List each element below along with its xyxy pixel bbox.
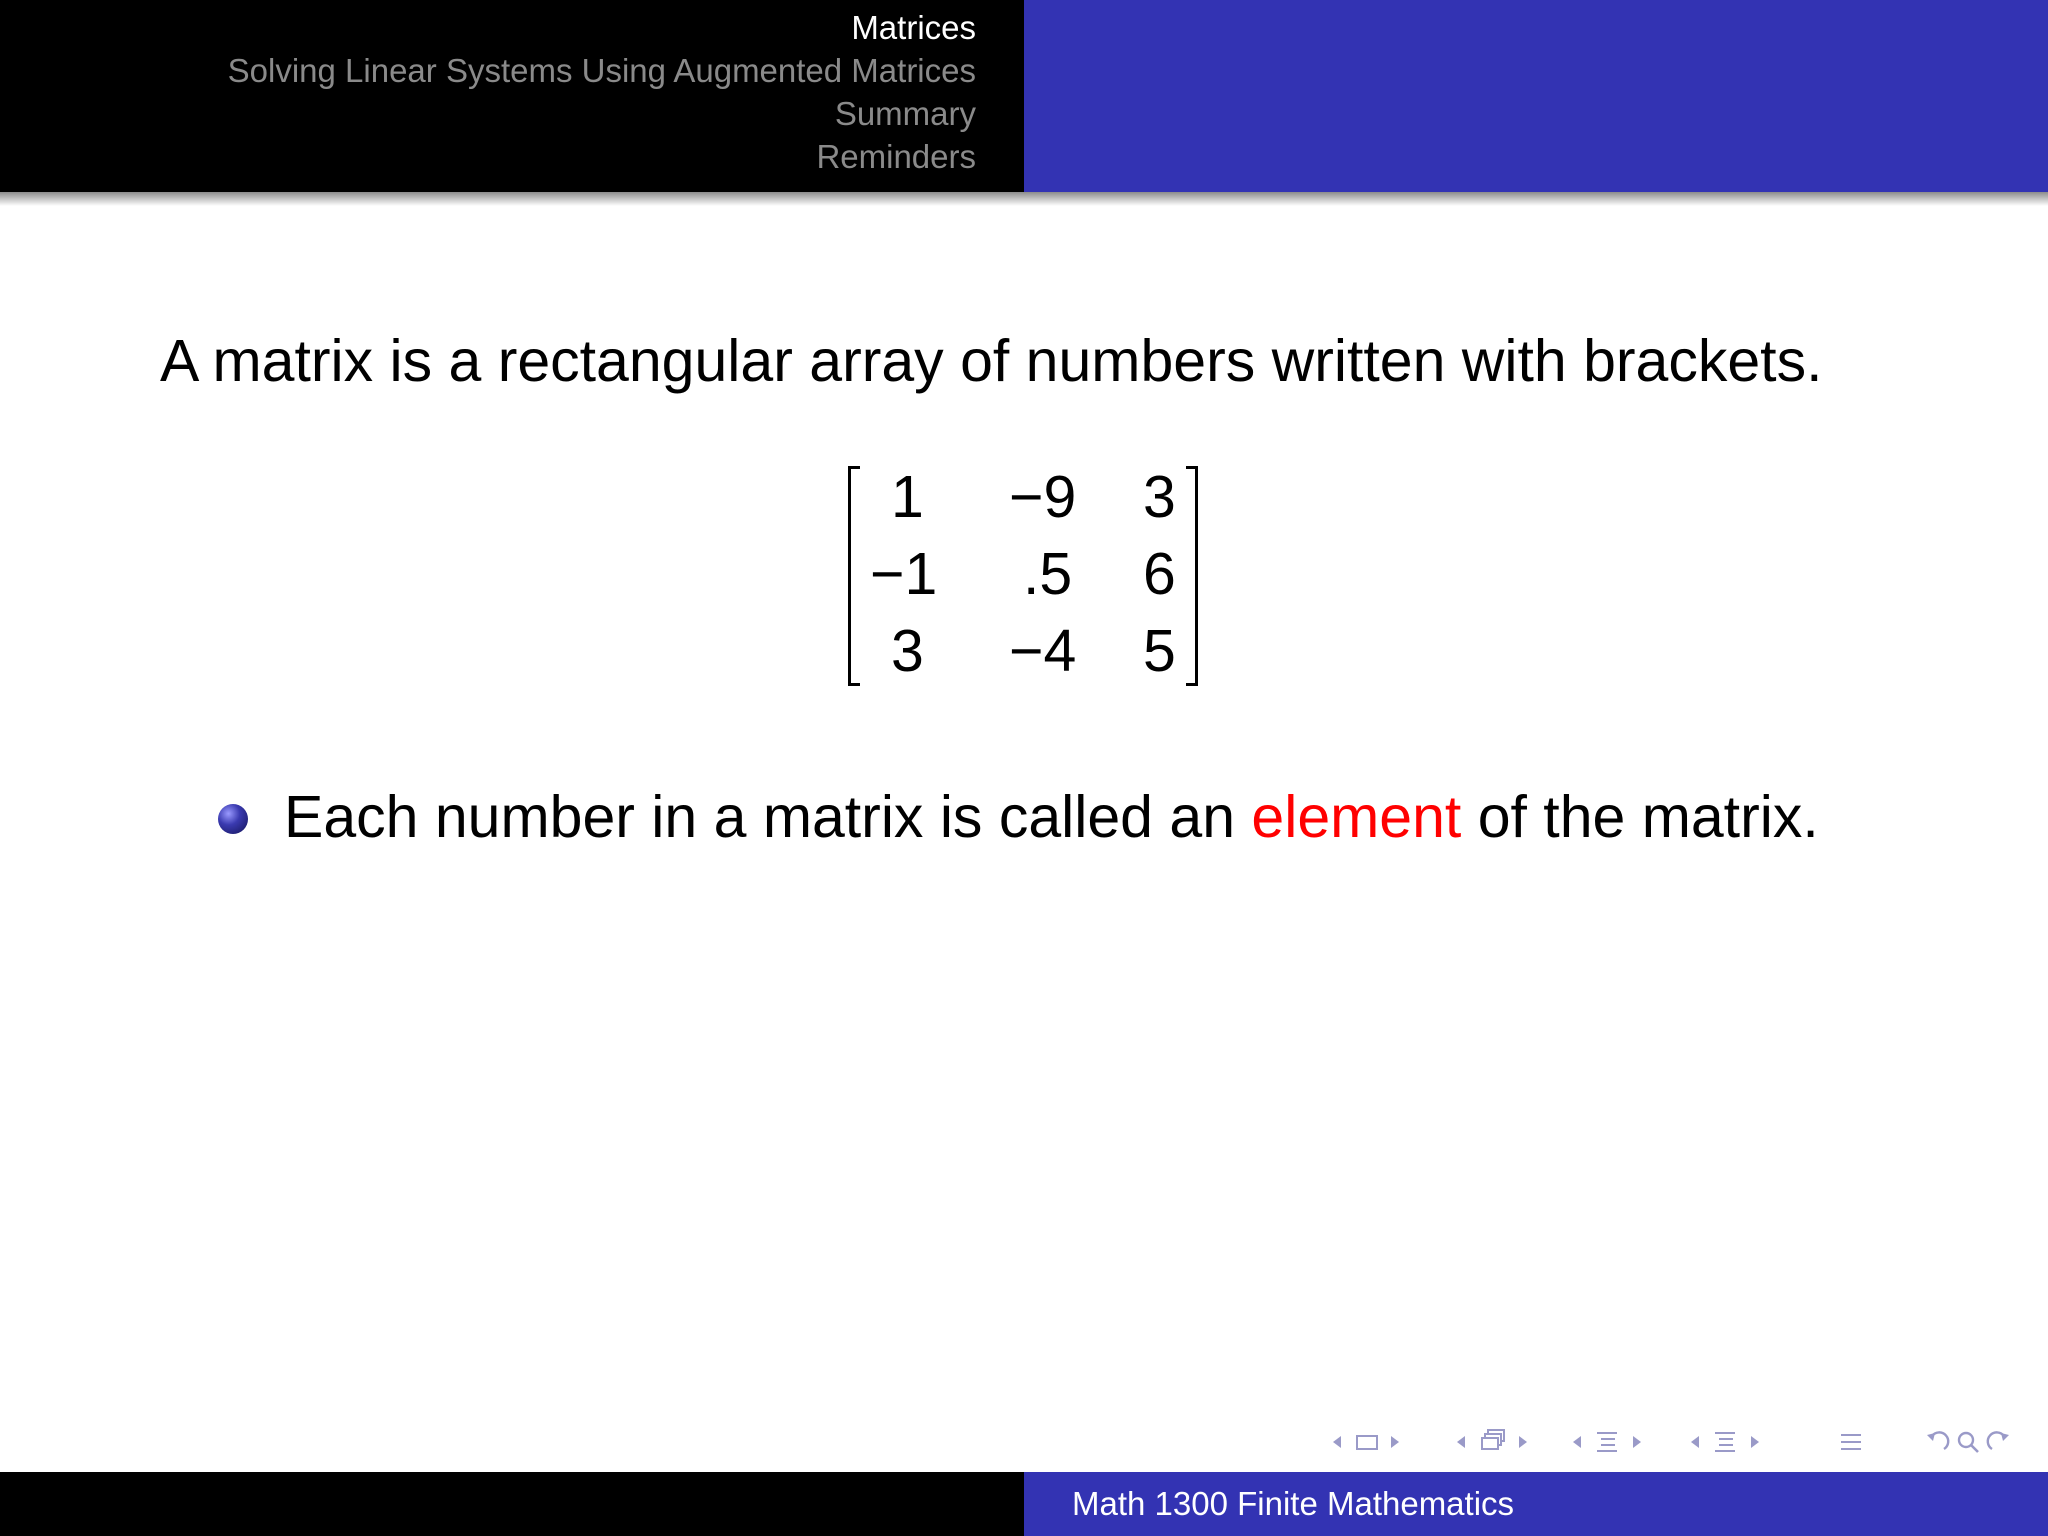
nav-section-reminders[interactable]: Reminders: [816, 138, 976, 175]
matrix-cell-r2c2: .5: [1023, 541, 1073, 607]
navigation-controls: [1330, 1424, 2030, 1460]
matrix-cell-r3c2: −4: [1009, 618, 1077, 684]
matrix-cell-r3c1: 3: [891, 618, 924, 684]
right-bracket: [1186, 466, 1198, 686]
frame-icon[interactable]: [1354, 1424, 1380, 1460]
prev-section-arrow-icon[interactable]: [1570, 1424, 1584, 1460]
nav-section-solving-linear-systems[interactable]: Solving Linear Systems Using Augmented Matrices: [227, 52, 976, 89]
matrix-cell-r1c1: 1: [891, 464, 924, 530]
toc-icon[interactable]: [1712, 1424, 1738, 1460]
header-shadow: [0, 192, 2048, 206]
forward-icon[interactable]: [1984, 1424, 2012, 1460]
nav-section-matrices[interactable]: Matrices: [851, 9, 976, 46]
example-matrix: [843, 462, 1203, 690]
next-section-arrow-icon[interactable]: [1630, 1424, 1644, 1460]
matrix-cell-r3c3: 5: [1143, 618, 1176, 684]
align-icon[interactable]: [1838, 1424, 1864, 1460]
next-toc-arrow-icon[interactable]: [1748, 1424, 1762, 1460]
prev-subsection-arrow-icon[interactable]: [1454, 1424, 1468, 1460]
header-color-band: [1024, 0, 2048, 192]
header-bar: [0, 0, 2048, 192]
bullet-item: [218, 778, 1819, 856]
next-frame-arrow-icon[interactable]: [1388, 1424, 1402, 1460]
subsection-icon[interactable]: [1478, 1424, 1508, 1460]
bullet-text: [284, 778, 1819, 856]
matrix-cell-r2c1: −1: [870, 541, 938, 607]
back-icon[interactable]: [1924, 1424, 1952, 1460]
bullet-text-before: Each number in a matrix is called an: [284, 784, 1252, 850]
matrix-cell-r2c3: 6: [1143, 541, 1176, 607]
nav-section-summary[interactable]: Summary: [834, 95, 976, 132]
matrix-cell-r1c2: −9: [1009, 464, 1077, 530]
matrix-cell-r1c3: 3: [1143, 464, 1176, 530]
section-icon[interactable]: [1594, 1424, 1620, 1460]
prev-toc-arrow-icon[interactable]: [1688, 1424, 1702, 1460]
next-subsection-arrow-icon[interactable]: [1516, 1424, 1530, 1460]
prev-frame-arrow-icon[interactable]: [1330, 1424, 1344, 1460]
bullet-text-after: of the matrix.: [1461, 784, 1819, 850]
footer-left-band: [0, 1472, 1024, 1536]
bullet-ball-icon: [218, 804, 248, 834]
left-bracket: [848, 466, 860, 686]
section-navigation: [0, 0, 1024, 192]
footer-course-title: Math 1300 Finite Mathematics: [1024, 1472, 2048, 1536]
highlighted-term: element: [1251, 784, 1462, 850]
intro-sentence: A matrix is a rectangular array of numbers written with brackets.: [160, 328, 1823, 394]
footer-bar: [0, 1472, 2048, 1536]
search-icon[interactable]: [1954, 1424, 1982, 1460]
